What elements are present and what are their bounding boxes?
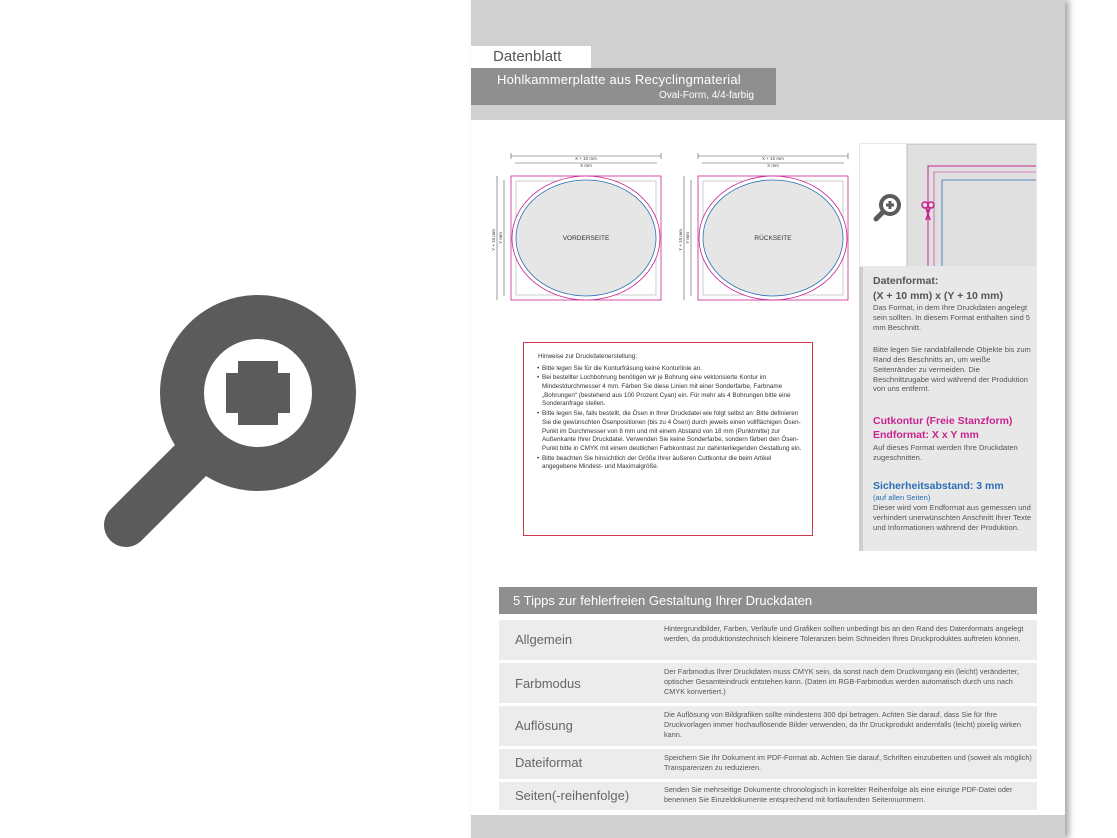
tip-row-dateiformat [499, 749, 1037, 779]
front-dim-side-outer: Y + 10 mm [491, 229, 496, 251]
safety-margin-title: Sicherheitsabstand: 3 mm [873, 480, 1004, 492]
safety-margin-subtitle: (auf allen Seiten) [873, 493, 931, 502]
tip-label: Allgemein [515, 632, 573, 647]
tip-row-aufloesung [499, 706, 1037, 746]
tip-text: Die Auflösung von Bildgrafiken sollte mindestens 300 dpi betragen. Achten Sie darauf, dass Sie für Ihre Druckvorlagen immer hochauflösende Bilder verwenden, da Ihr Druckprodukt andernfalls (leicht) pixelig wirken kann. [664, 710, 1021, 739]
zoom-in-icon[interactable] [872, 192, 902, 224]
hint-item: • Bei bestellter Lochbohrung benötigen wir je Bohrung eine vektorisierte Kontur im Mindestdurchmesser 4 mm. Färben Sie diese Linien mit einer Sonderfarbe, Farbname „Bohrungen“ (bestehend aus 100 Prozent Cyan) ein. Für mehr als 4 Bohrungen bitte eine Sonderanfrage stellen. [538, 374, 802, 409]
back-dim-side-outer: Y + 10 mm [678, 229, 683, 251]
print-data-hints-box [523, 342, 813, 536]
hint-item: • Bitte beachten Sie hinsichtlich der Größe Ihrer äußeren Cuttkontur die beim Artikel angegebene Mindest- und Maximalgröße. [538, 455, 802, 472]
panel-divider-bar [859, 267, 863, 551]
back-dim-top-outer: X + 10 mm [762, 156, 784, 161]
tip-text: Speichern Sie Ihr Dokument im PDF-Format ab. Achten Sie darauf, Schriften einzubetten und (soweit als möglich) Transparenzen zu reduzieren. [664, 753, 1032, 772]
tip-row-seitenreihenfolge [499, 782, 1037, 810]
hint-item: • Bitte legen Sie für die Konturfräsung keine Konturlinie an. [538, 365, 802, 374]
front-side-drawing [489, 150, 669, 305]
tip-label: Dateiformat [515, 755, 583, 770]
bleed-description: Bitte legen Sie randabfallende Objekte bis zum Rand des Beschnitts an, um weiße Seitenränder zu vermeiden. Die Beschnittzugabe wird während der Produktion von uns entfernt. [873, 345, 1031, 394]
front-side-label: VORDERSEITE [562, 235, 610, 242]
back-side-label: RÜCKSEITE [754, 235, 792, 242]
product-title-bar [471, 68, 776, 105]
cut-contour-description: Auf dieses Format werden Ihre Druckdaten zugeschnitten. [873, 443, 1018, 462]
product-title: Hohlkammerplatte aus Recyclingmaterial [497, 72, 741, 87]
hint-item: • Bitte legen Sie, falls bestellt, die Ösen in Ihrer Druckdatei wie folgt selbst an: Bitte definieren Sie die gewünschten Ösenpositionen (bis zu 4 Ösen) durch jeweils einen vollflächigen Ösen-Punkt im Durchmesser von 8 mm und mit einem Abstand von 18 mm (Punktmitte) zur Außenkante Ihrer Druckdatei. Verwenden Sie keine Sonderfarbe, sondern färben den Ösen-Punkt bitte in CMYK mit einem deutlichen Farbkontrast zur dahinterliegenden Gestaltung ein. [538, 410, 802, 453]
format-info-panel [859, 143, 1037, 551]
tip-row-allgemein [499, 620, 1037, 660]
data-format-title: Datenformat: [873, 275, 939, 287]
data-format-description: Das Format, in dem Ihre Druckdaten angelegt sein sollten. In diesem Format enthalten sind 5 mm Beschnitt. [873, 303, 1031, 332]
safety-margin-description: Dieser wird vom Endformat aus gemessen und verhindert unerwünschten Anschnitt Ihrer Texte und Informationen während der Produktion. [873, 503, 1032, 532]
tip-label: Seiten(-reihenfolge) [515, 788, 630, 803]
back-dim-side-inner: Y mm [685, 232, 690, 244]
datasheet-page [471, 0, 1065, 838]
hints-list [538, 365, 802, 472]
bleed-preview [860, 144, 1036, 266]
scissors-icon [921, 201, 935, 221]
cut-contour-title: Cutkontur (Freie Stanzform) [873, 415, 1013, 427]
front-dim-side-inner: Y mm [498, 232, 503, 244]
tip-label: Auflösung [515, 718, 573, 733]
tip-text: Senden Sie mehrseitige Dokumente chronologisch in korrekter Reihenfolge als eine einzige PDF-Datei oder benennen Sie Einzeldokumente entsprechend mit fortlaufenden Seitennummern. [664, 785, 1013, 804]
tip-row-farbmodus [499, 663, 1037, 703]
back-side-drawing [676, 150, 856, 305]
tip-label: Farbmodus [515, 676, 581, 691]
front-dim-top-outer: X + 10 mm [575, 156, 597, 161]
tip-text: Der Farbmodus Ihrer Druckdaten muss CMYK sein, da sonst nach dem Druckvorgang ein (leicht) veränderter, optischer Gesamteindruck entstehen kann. (Daten im RGB-Farbmodus werden automatisch durch uns nach CMYK konvertiert.) [664, 667, 1019, 696]
front-dim-top-inner: X mm [580, 163, 592, 168]
datenblatt-tab: Datenblatt [471, 46, 591, 68]
hints-title: Hinweise zur Druckdatenerstellung: [538, 353, 638, 360]
tips-header: 5 Tipps zur fehlerfreien Gestaltung Ihrer Druckdaten [499, 587, 1037, 614]
zoom-in-magnifier-icon[interactable] [100, 291, 362, 553]
end-format-value: Endformat: X x Y mm [873, 429, 979, 441]
footer-band [471, 815, 1065, 838]
product-subtitle: Oval-Form, 4/4-farbig [658, 90, 754, 101]
back-dim-top-inner: X mm [767, 163, 779, 168]
tip-text: Hintergrundbilder, Farben, Verläufe und Grafiken sollten unbedingt bis an den Rand des Datenformats angelegt werden, da produktionstechnisch kleinere Toleranzen beim Schneiden Ihres Druckproduktes auftreten können. [664, 624, 1024, 643]
data-format-value: (X + 10 mm) x (Y + 10 mm) [873, 290, 1003, 302]
